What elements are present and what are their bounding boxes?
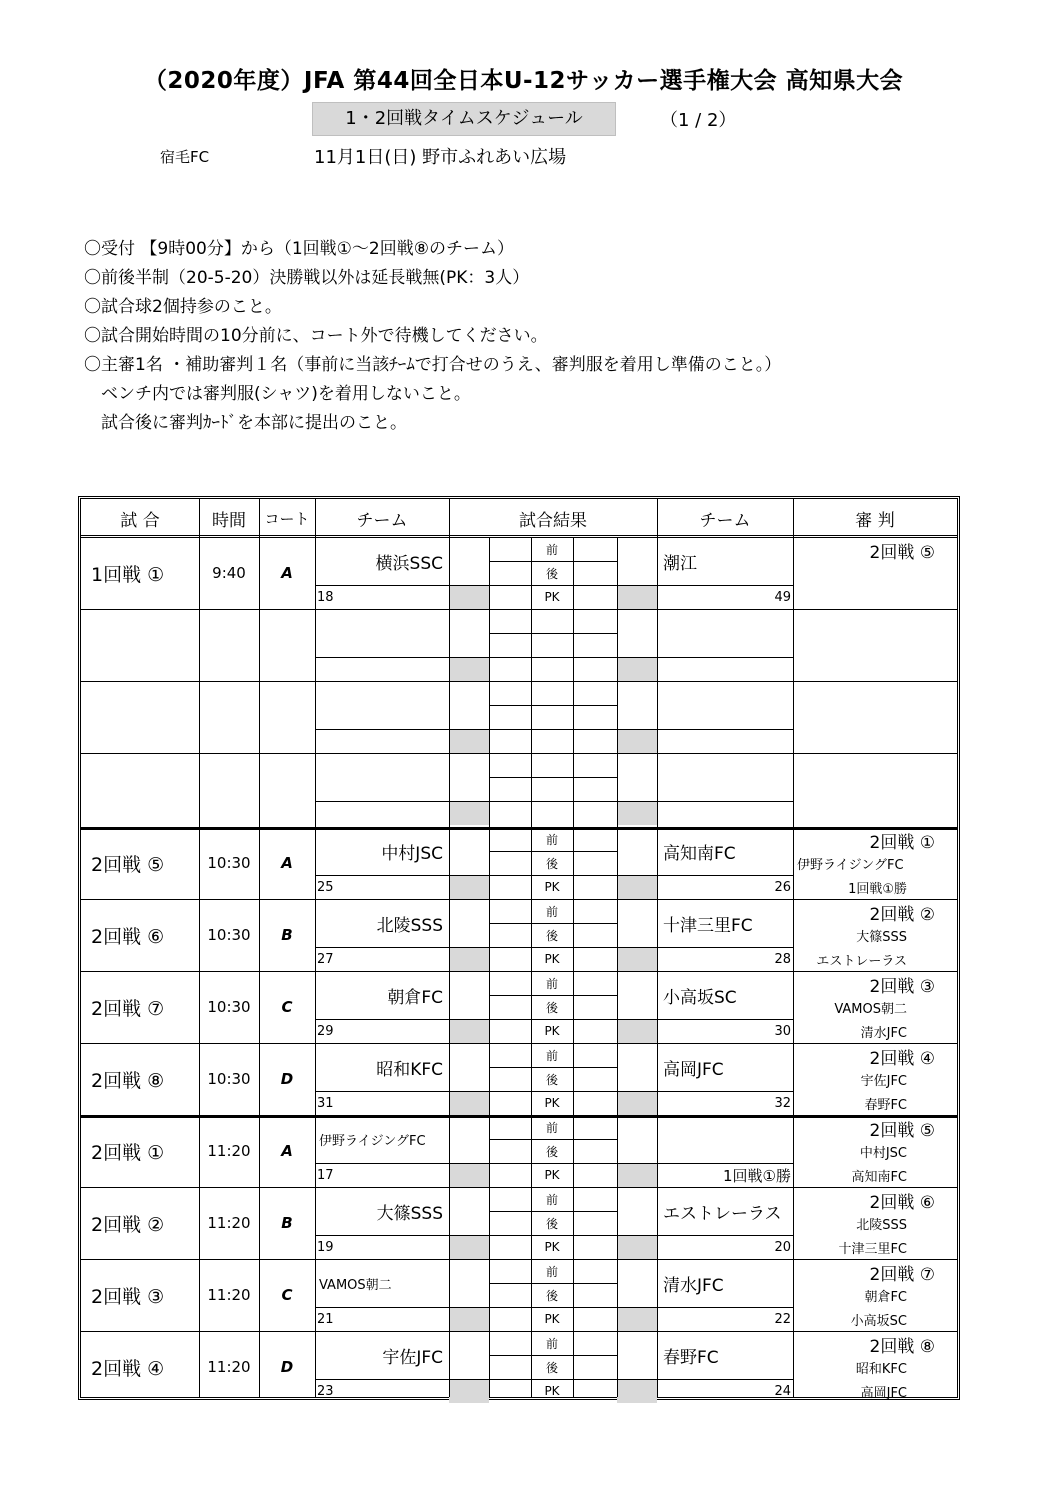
team-a-number [317, 657, 447, 681]
grid-line [81, 971, 957, 972]
half-label-second: 後 [545, 856, 558, 871]
pk-shaded-cell [449, 1307, 489, 1331]
pk-shaded-cell [449, 1379, 489, 1403]
team-b-name: 春野FC [663, 1347, 719, 1368]
team-b-number [657, 801, 791, 825]
ref-match [793, 609, 935, 635]
schedule-table [78, 496, 960, 1400]
ref-team-2: 高岡JFC [860, 1385, 907, 1401]
team-a-name: 朝倉FC [387, 987, 443, 1008]
grid-line [315, 1163, 793, 1164]
page-indicator: （1 / 2） [660, 110, 737, 131]
grid-line [315, 801, 793, 802]
organizer-label: 宿毛FC [160, 148, 210, 166]
half-label-first: 前 [545, 542, 558, 557]
half-label-second: 後 [545, 1216, 558, 1231]
match-time [199, 753, 259, 825]
ref-team-2 [793, 801, 957, 825]
court-letter: B [281, 1214, 293, 1232]
header-result: 試合結果 [519, 510, 587, 531]
ref-team-2: 春野FC [864, 1097, 907, 1113]
pk-shaded-cell [617, 1235, 657, 1259]
match-label: 2回戦 ⑤ [91, 853, 165, 876]
pk-shaded-cell [449, 1019, 489, 1043]
note-item: 〇試合開始時間の10分前に、コート外で待機してください。 [84, 326, 548, 346]
grid-line [315, 1019, 793, 1020]
notes-list [84, 235, 781, 438]
pk-shaded-cell [617, 585, 657, 609]
team-a-number: 17 [317, 1167, 334, 1183]
team-b-number: 24 [774, 1383, 791, 1399]
grid-line [81, 537, 957, 538]
half-label-pk: PK [544, 1240, 560, 1254]
court-letter: A [281, 854, 293, 872]
pk-shaded-cell [617, 1091, 657, 1115]
team-b-name: 小高坂SC [663, 987, 737, 1008]
team-a-name: VAMOS朝二 [319, 1277, 392, 1293]
pk-shaded-cell [617, 1379, 657, 1403]
team-b-number [657, 729, 791, 753]
grid-line [81, 609, 957, 610]
half-label-first: 前 [545, 904, 558, 919]
team-b-number: 26 [774, 879, 791, 895]
match-time [199, 681, 259, 753]
grid-line [489, 1283, 617, 1284]
court-letter: B [281, 926, 293, 944]
grid-line [81, 899, 957, 900]
grid-line [315, 1307, 793, 1308]
team-a-name [315, 753, 449, 801]
note-item: ベンチ内では審判服(シャツ)を着用しないこと。 [84, 384, 471, 404]
grid-line [617, 537, 618, 1397]
pk-shaded-cell [617, 1163, 657, 1187]
pk-shaded-cell [449, 875, 489, 899]
half-label-second: 後 [545, 566, 558, 581]
pk-shaded-cell [617, 1019, 657, 1043]
half-label-second: 後 [545, 1144, 558, 1159]
grid-line [81, 681, 957, 682]
pk-shaded-cell [449, 729, 489, 753]
half-label-second: 後 [545, 1072, 558, 1087]
grid-line [793, 499, 794, 1397]
match-label: 2回戦 ⑧ [91, 1069, 165, 1092]
pk-shaded-cell [449, 657, 489, 681]
ref-team-2 [793, 657, 957, 681]
grid-line [315, 947, 793, 948]
court-letter [259, 681, 315, 753]
grid-line [489, 561, 617, 562]
grid-line [81, 1115, 957, 1118]
ref-team-1 [793, 777, 957, 801]
grid-line [489, 995, 617, 996]
pk-shaded-cell [617, 1307, 657, 1331]
half-label-pk: PK [544, 1312, 560, 1326]
ref-match: 2回戦 ⑤ [869, 542, 935, 563]
half-label-second: 後 [545, 928, 558, 943]
team-b-name [657, 609, 793, 657]
grid-line [489, 633, 617, 634]
grid-line [489, 923, 617, 924]
header-match: 試 合 [120, 510, 160, 531]
ref-team-1 [793, 561, 957, 585]
pk-shaded-cell [449, 1091, 489, 1115]
ref-match: 2回戦 ④ [869, 1048, 935, 1069]
team-a-name: 中村JSC [381, 843, 443, 864]
ref-team-2: 1回戦①勝 [848, 881, 907, 897]
team-a-name: 北陵SSS [376, 915, 443, 936]
pk-shaded-cell [449, 585, 489, 609]
ref-team-2: 高知南FC [851, 1169, 907, 1185]
note-item: 〇受付 【9時00分】から（1回戦①～2回戦⑧のチーム） [84, 239, 514, 259]
ref-team-1: 北陵SSS [856, 1217, 907, 1233]
team-b-name [657, 1115, 793, 1163]
ref-match: 2回戦 ① [869, 832, 935, 853]
ref-match: 2回戦 ⑦ [869, 1264, 935, 1285]
half-label-first: 前 [545, 976, 558, 991]
team-a-number: 27 [317, 951, 334, 967]
team-b-number: 49 [774, 589, 791, 605]
grid-line [315, 1379, 793, 1380]
note-item: 〇試合球2個持参のこと。 [84, 297, 282, 317]
grid-line [489, 705, 617, 706]
header-team-b: チーム [699, 510, 751, 531]
pk-shaded-cell [617, 875, 657, 899]
grid-line [81, 753, 957, 754]
ref-team-1: 中村JSC [859, 1145, 907, 1161]
team-a-number: 21 [317, 1311, 334, 1327]
ref-match: 2回戦 ⑥ [869, 1192, 935, 1213]
ref-match: 2回戦 ⑤ [869, 1120, 935, 1141]
ref-match [793, 753, 935, 779]
ref-team-1: 宇佐JFC [860, 1073, 907, 1089]
pk-shaded-cell [617, 947, 657, 971]
grid-line [81, 1331, 957, 1332]
grid-line [489, 1355, 617, 1356]
ref-team-2 [793, 729, 957, 753]
grid-line [315, 875, 793, 876]
grid-line [315, 585, 793, 586]
header-team-a: チーム [356, 510, 408, 531]
team-b-number: 22 [774, 1311, 791, 1327]
ref-match: 2回戦 ⑧ [869, 1336, 935, 1357]
match-time: 10:30 [207, 926, 251, 944]
team-a-number: 25 [317, 879, 334, 895]
half-label-first: 前 [545, 832, 558, 847]
grid-line [573, 537, 574, 1397]
court-letter: A [281, 1142, 293, 1160]
ref-team-1 [793, 705, 957, 729]
pk-shaded-cell [617, 801, 657, 825]
grid-line [489, 777, 617, 778]
half-label-first: 前 [545, 1048, 558, 1063]
team-a-number [317, 801, 447, 825]
grid-line [315, 1235, 793, 1236]
half-label-pk: PK [544, 1096, 560, 1110]
pk-shaded-cell [449, 947, 489, 971]
match-time: 11:20 [207, 1142, 251, 1160]
half-label-second: 後 [545, 1360, 558, 1375]
ref-team-2: 清水JFC [860, 1025, 907, 1041]
half-label-pk: PK [544, 952, 560, 966]
team-b-name [657, 681, 793, 729]
team-b-name: エストレーラス [663, 1203, 782, 1224]
team-a-number: 19 [317, 1239, 334, 1255]
half-label-second: 後 [545, 1288, 558, 1303]
match-time: 10:30 [207, 854, 251, 872]
team-a-name [315, 681, 449, 729]
match-time: 9:40 [212, 564, 246, 582]
grid-line [81, 827, 957, 830]
match-time: 11:20 [207, 1358, 251, 1376]
court-letter: C [281, 1286, 293, 1304]
team-b-name [657, 753, 793, 801]
court-letter [259, 609, 315, 681]
team-b-name: 十津三里FC [663, 915, 753, 936]
half-label-first: 前 [545, 1120, 558, 1135]
note-item: 〇主審1名 ・補助審判１名（事前に当該ﾁｰﾑで打合せのうえ、審判服を着用し準備のこと。） [84, 355, 782, 375]
court-letter: D [280, 1358, 294, 1376]
match-label: 2回戦 ② [91, 1213, 165, 1236]
half-label-first: 前 [545, 1264, 558, 1279]
ref-team-2: 小高坂SC [850, 1313, 907, 1329]
schedule-subtitle: 1・2回戦タイムスケジュール [312, 102, 616, 136]
team-b-name: 清水JFC [663, 1275, 724, 1296]
grid-line [81, 1043, 957, 1044]
date-venue: 11月1日(日) 野市ふれあい広場 [314, 147, 567, 168]
ref-team-1: 朝倉FC [864, 1289, 907, 1305]
note-item: 試合後に審判ｶｰﾄﾞを本部に提出のこと。 [84, 413, 407, 433]
grid-line [449, 499, 450, 1397]
match-label: 2回戦 ④ [91, 1357, 165, 1380]
team-a-name: 横浜SSC [375, 553, 443, 574]
page-title: （2020年度）JFA 第44回全日本U-12サッカー選手権大会 高知県大会 [143, 68, 904, 94]
half-label-pk: PK [544, 880, 560, 894]
match-time [199, 609, 259, 681]
court-letter: A [281, 564, 293, 582]
grid-line [531, 537, 532, 1397]
team-a-name: 宇佐JFC [382, 1347, 443, 1368]
pk-shaded-cell [449, 801, 489, 825]
header-referee: 審 判 [855, 510, 895, 531]
team-b-number: 28 [774, 951, 791, 967]
team-a-name: 伊野ライジングFC [319, 1133, 426, 1149]
grid-line [657, 499, 658, 1397]
match-time: 11:20 [207, 1286, 251, 1304]
grid-line [199, 499, 200, 1397]
pk-shaded-cell [617, 657, 657, 681]
match-label [81, 681, 199, 753]
half-label-pk: PK [544, 1024, 560, 1038]
grid-line [489, 1139, 617, 1140]
ref-match: 2回戦 ② [869, 904, 935, 925]
grid-line [489, 1211, 617, 1212]
team-a-number: 31 [317, 1095, 334, 1111]
grid-line [315, 657, 793, 658]
match-label: 2回戦 ⑦ [91, 997, 165, 1020]
match-label [81, 753, 199, 825]
note-item: 〇前後半制（20-5-20）決勝戦以外は延長戦無(PK：3人） [84, 268, 530, 288]
team-a-number: 23 [317, 1383, 334, 1399]
grid-line [81, 1259, 957, 1260]
grid-line [259, 499, 260, 1397]
match-time: 10:30 [207, 1070, 251, 1088]
ref-team-1 [793, 633, 957, 657]
match-label: 2回戦 ⑥ [91, 925, 165, 948]
ref-team-1: 伊野ライジングFC [797, 857, 904, 873]
ref-match [793, 681, 935, 707]
grid-line [489, 851, 617, 852]
header-court: コート [264, 509, 310, 528]
pk-shaded-cell [449, 1235, 489, 1259]
grid-line [489, 1067, 617, 1068]
half-label-second: 後 [545, 1000, 558, 1015]
ref-team-1: 昭和KFC [855, 1361, 907, 1377]
grid-line [315, 499, 316, 1397]
team-b-number: 20 [774, 1239, 791, 1255]
grid-line [81, 535, 957, 536]
half-label-pk: PK [544, 1384, 560, 1398]
half-label-pk: PK [544, 590, 560, 604]
team-b-name: 潮江 [663, 553, 697, 574]
team-a-name: 大篠SSS [376, 1203, 443, 1224]
team-a-number: 29 [317, 1023, 334, 1039]
half-label-first: 前 [545, 1336, 558, 1351]
ref-team-1: 大篠SSS [856, 929, 907, 945]
ref-team-1: VAMOS朝二 [834, 1001, 907, 1017]
team-a-name [315, 609, 449, 657]
ref-team-2: エストレーラス [816, 953, 907, 969]
team-b-number [657, 657, 791, 681]
match-time: 10:30 [207, 998, 251, 1016]
court-letter: C [281, 998, 293, 1016]
team-b-number: 1回戦①勝 [723, 1166, 791, 1185]
header-time: 時間 [212, 510, 246, 531]
team-b-number: 30 [774, 1023, 791, 1039]
court-letter [259, 753, 315, 825]
ref-match: 2回戦 ③ [869, 976, 935, 997]
match-label: 2回戦 ① [91, 1141, 165, 1164]
team-a-name: 昭和KFC [376, 1059, 443, 1080]
ref-team-2: 十津三里FC [838, 1241, 907, 1257]
grid-line [315, 729, 793, 730]
grid-line [315, 1091, 793, 1092]
match-label: 2回戦 ③ [91, 1285, 165, 1308]
match-time: 11:20 [207, 1214, 251, 1232]
ref-team-2 [793, 585, 957, 609]
court-letter: D [280, 1070, 294, 1088]
half-label-first: 前 [545, 1192, 558, 1207]
match-label [81, 609, 199, 681]
pk-shaded-cell [617, 729, 657, 753]
half-label-pk: PK [544, 1168, 560, 1182]
team-b-number: 32 [774, 1095, 791, 1111]
team-a-number: 18 [317, 589, 334, 605]
match-label: 1回戦 ① [91, 563, 165, 586]
team-a-number [317, 729, 447, 753]
team-b-name: 高知南FC [663, 843, 736, 864]
grid-line [81, 1187, 957, 1188]
grid-line [489, 537, 490, 1397]
team-b-name: 高岡JFC [663, 1059, 724, 1080]
pk-shaded-cell [449, 1163, 489, 1187]
